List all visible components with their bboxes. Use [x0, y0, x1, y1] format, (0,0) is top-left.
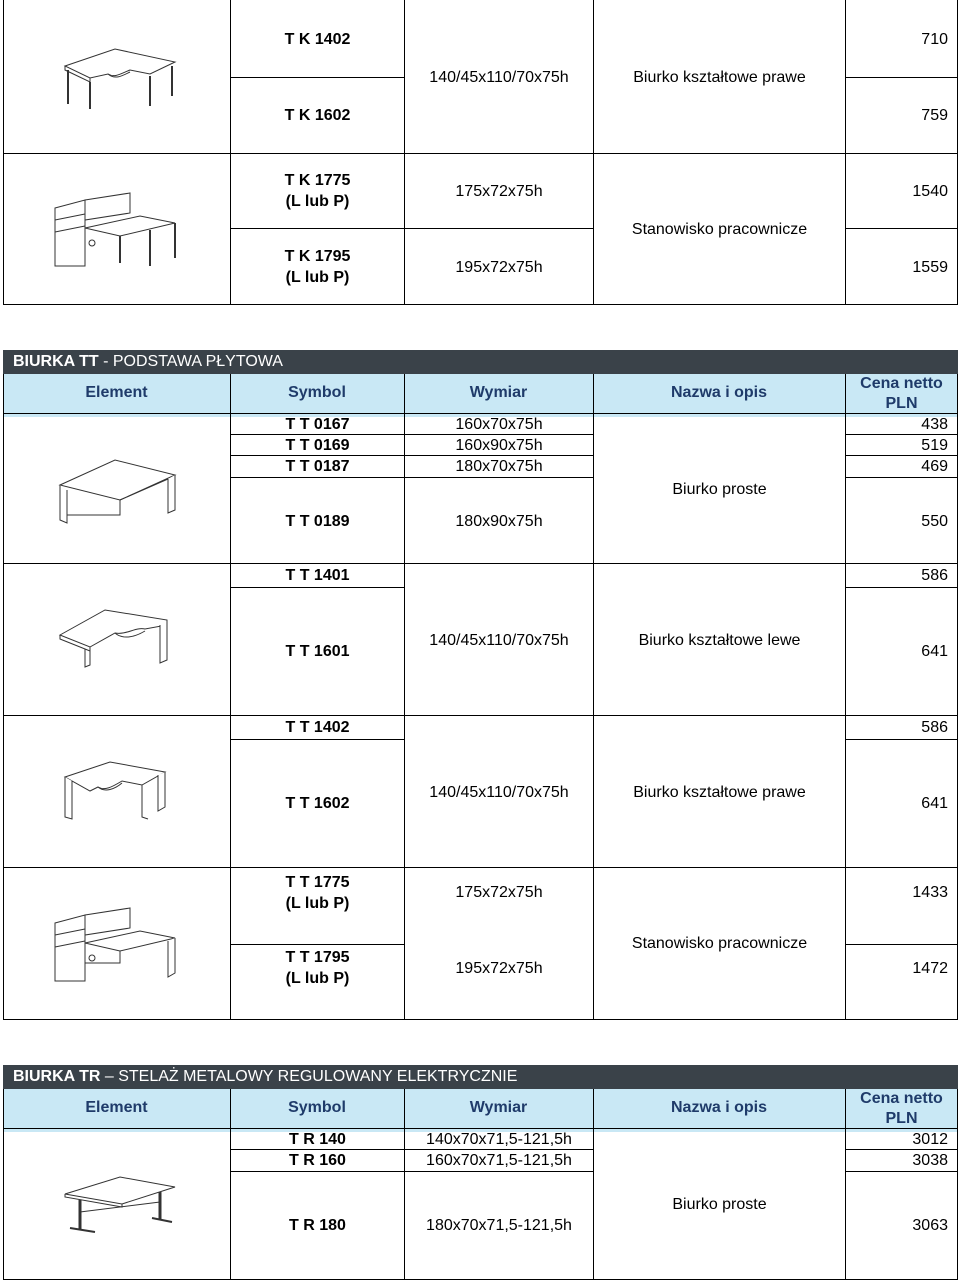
tt1775-price: 1433 [912, 884, 948, 901]
tt-right-name: Biurko kształtowe prawe [633, 784, 806, 801]
tt1795-size: 195x72x75h [455, 960, 543, 977]
tt0189-price: 550 [921, 513, 948, 530]
corner-desk-left-image [55, 605, 175, 675]
section-tt-title-bold: BIURKA TT [13, 353, 99, 370]
section-tt-title-rest: - PODSTAWA PŁYTOWA [98, 353, 283, 370]
tk1795-size: 195x72x75h [455, 259, 543, 276]
tt0167-size: 160x70x75h [455, 416, 543, 433]
tt1775-size: 175x72x75h [455, 884, 543, 901]
tt0187-size: 180x70x75h [455, 458, 543, 475]
tt1795-note: (L lub P) [285, 970, 350, 987]
col-size: Wymiar [469, 384, 528, 401]
tk-station-name: Stanowisko pracownicze [631, 221, 808, 238]
tk1402-symbol: T K 1402 [284, 31, 351, 48]
tt1775-note: (L lub P) [285, 895, 350, 912]
electric-desk-image [60, 1172, 180, 1237]
tk1795-note: (L lub P) [285, 269, 350, 286]
tr160-symbol: T R 160 [289, 1152, 346, 1169]
section-tt-column-header [3, 374, 958, 417]
section-tr-title-rest: – STELAŻ METALOWY REGULOWANY ELEKTRYCZNIE [100, 1068, 518, 1085]
tt0187-price: 469 [921, 458, 948, 475]
tk1602-symbol: T K 1602 [284, 107, 351, 124]
tt-straight-name: Biurko proste [672, 481, 767, 498]
tr180-size: 180x70x71,5-121,5h [426, 1217, 572, 1234]
tt-left-name: Biurko kształtowe lewe [638, 632, 801, 649]
tk1795-price: 1559 [912, 259, 948, 276]
tk1775-note: (L lub P) [285, 193, 350, 210]
tk1602-price: 759 [921, 107, 948, 124]
corner-desk-right-image [60, 757, 175, 827]
tt1401-symbol: T T 1401 [285, 567, 350, 584]
tr-name: Biurko proste [672, 1196, 767, 1213]
col-name: Nazwa i opis [670, 384, 768, 401]
tt0167-price: 438 [921, 416, 948, 433]
col-name: Nazwa i opis [670, 1099, 768, 1116]
tk1795-symbol: T K 1795 [284, 248, 351, 265]
col-symbol: Symbol [288, 1099, 346, 1116]
tr160-size: 160x70x71,5-121,5h [426, 1152, 572, 1169]
tk-shared-name: Biurko kształtowe prawe [633, 69, 806, 86]
tt1402-symbol: T T 1402 [285, 719, 350, 736]
tt1795-symbol: T T 1795 [285, 949, 350, 966]
tt0169-price: 519 [921, 437, 948, 454]
tt-right-size: 140/45x110/70x75h [429, 784, 569, 801]
section-tr-title-bar [3, 1065, 958, 1089]
tt-station-name: Stanowisko pracownicze [631, 935, 808, 952]
tt1401-price: 586 [921, 567, 948, 584]
tt0169-symbol: T T 0169 [285, 437, 350, 454]
col-symbol: Symbol [288, 384, 346, 401]
col-element: Element [85, 1099, 148, 1116]
tt0169-size: 160x90x75h [455, 437, 543, 454]
col-element: Element [85, 384, 148, 401]
col-price-1: Cena netto [860, 1090, 943, 1107]
tr180-symbol: T R 180 [289, 1217, 346, 1234]
tr140-symbol: T R 140 [289, 1131, 346, 1148]
tk1775-size: 175x72x75h [455, 183, 543, 200]
col-price-1: Cena netto [860, 375, 943, 392]
tk1775-price: 1540 [912, 183, 948, 200]
workstation-desk-image [50, 903, 185, 983]
tt1602-price: 641 [921, 795, 948, 812]
section-tt-title-bar [3, 350, 958, 374]
section-tr-column-header [3, 1089, 958, 1132]
section-tr-title-bold: BIURKA TR [13, 1068, 101, 1085]
col-price-2: PLN [885, 395, 918, 412]
straight-desk-image [55, 455, 180, 525]
tt0189-size: 180x90x75h [455, 513, 543, 530]
tr140-size: 140x70x71,5-121,5h [426, 1131, 572, 1148]
tk1402-price: 710 [921, 31, 948, 48]
tt0167-symbol: T T 0167 [285, 416, 350, 433]
tk1775-symbol: T K 1775 [284, 172, 351, 189]
tt0187-symbol: T T 0187 [285, 458, 350, 475]
tt1795-price: 1472 [912, 960, 948, 977]
col-size: Wymiar [469, 1099, 528, 1116]
tr140-price: 3012 [912, 1131, 948, 1148]
tt1402-price: 586 [921, 719, 948, 736]
tt1602-symbol: T T 1602 [285, 795, 350, 812]
tt0189-symbol: T T 0189 [285, 513, 350, 530]
tt-left-size: 140/45x110/70x75h [429, 632, 569, 649]
workstation-desk-image [50, 188, 185, 268]
tt1775-symbol: T T 1775 [285, 874, 350, 891]
tr160-price: 3038 [912, 1152, 948, 1169]
corner-desk-right-image [60, 44, 180, 114]
tt1601-symbol: T T 1601 [285, 643, 350, 660]
tk-shared-size: 140/45x110/70x75h [429, 69, 569, 86]
col-price-2: PLN [885, 1110, 918, 1127]
tt1601-price: 641 [921, 643, 948, 660]
tr180-price: 3063 [912, 1217, 948, 1234]
